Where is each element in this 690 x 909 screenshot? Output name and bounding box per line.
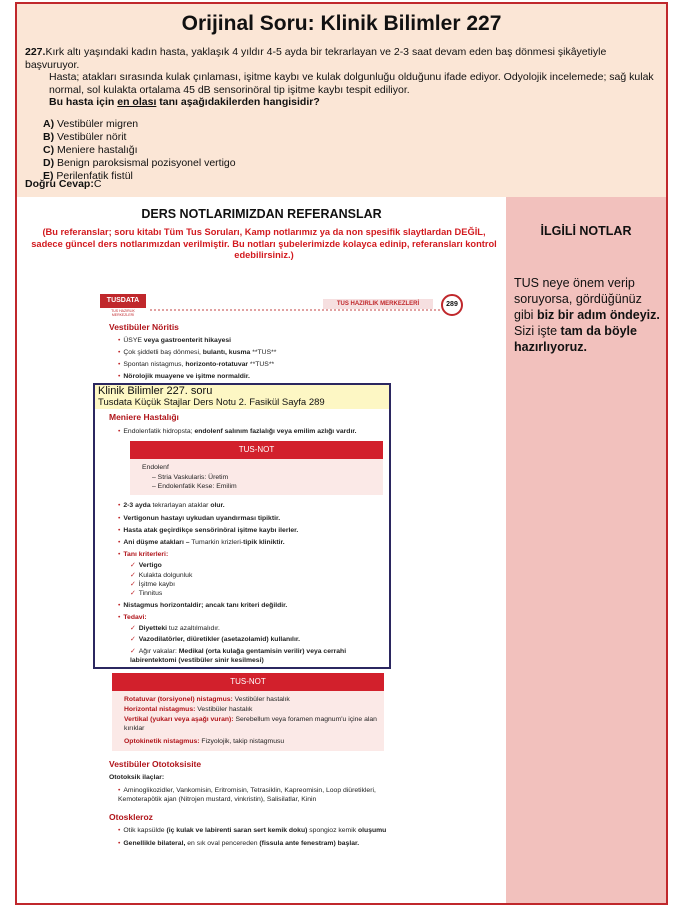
page-number: 289 (441, 294, 463, 316)
tus-note-line: Vertikal (yukarı veya aşağı vuran): Serebellum veya foramen magnum'u içine alan kırıklar (124, 716, 377, 732)
tus-note-bar: TUS-NOT (130, 441, 383, 459)
question-number: 227. (25, 46, 46, 58)
tus-note-line: Optokinetik nistagmus: Fizyolojik, takip nistagmusu (124, 738, 285, 745)
tus-note-bar: TUS-NOT (112, 673, 384, 691)
list-item: • Spontan nistagmus, horizonto-rotatuvar **TUS** (118, 361, 275, 368)
option-b: B) Vestibüler nörit (43, 130, 127, 143)
section-meniere: Meniere Hastalığı (109, 412, 179, 422)
side-notes-title: İLGİLİ NOTLAR (540, 224, 632, 238)
page-title: Orijinal Soru: Klinik Bilimler 227 (181, 12, 502, 35)
references-note: (Bu referanslar; soru kitabı Tüm Tus Soruları, Kamp notlarımız ya da non spesifik slaytlardan DEĞİL, sadece güncel ders notlarımızdan verilmiştir. Bu notları şubelerimizde kolayca edinip, referansları kontrol edebilirsiniz.) (31, 227, 497, 260)
header-label: TUS HAZIRLIK MERKEZLERİ (323, 299, 433, 309)
section-otosclerosis: Otoskleroz (109, 812, 153, 822)
section-vestibular-neuritis: Vestibüler Nöritis (109, 322, 179, 332)
question-text (25, 46, 655, 183)
list-item: • Aminoglikozidler, Vankomisin, Eritromisin, Tetrasiklin, Kapreomisin, Loop diüretikleri, Kemoterapötik ajan (Nitrojen mustard, vinkristin), Salisilatlar, Kinin (118, 787, 376, 803)
list-item: • Tanı kriterleri: (118, 551, 169, 558)
option-e: E) Perilenfatik fistül (43, 169, 133, 182)
subheading: Ototoksik ilaçlar: (109, 774, 165, 781)
list-item: • Otik kapsülde (iç kulak ve labirenti saran sert kemik doku) spongioz kemik oluşumu (118, 827, 387, 834)
emphasis-text: en olası (117, 96, 157, 108)
list-item: • Ani düşme atakları – Tumarkin krizleri-tipik kliniktir. (118, 539, 285, 546)
answer-options (25, 118, 655, 183)
side-notes-text: TUS neye önem verip soruyorsa, gördüğünüz gibi biz bir adım öndeyiz. Sizi işte tam da böyle hazırlıyoruz. (514, 276, 660, 354)
tus-note-line: – Stria Vaskularis: Üretim (152, 474, 229, 481)
tus-note-line: Horizontal nistagmus: Vestibüler hastalık (124, 706, 253, 713)
criteria-item: ✓ Kulakta dolgunluk (130, 572, 193, 579)
criteria-item: ✓ İşitme kaybı (130, 581, 175, 588)
references-title: DERS NOTLARIMIZDAN REFERANSLAR (141, 207, 382, 221)
question-line-3: normal, sol kulakta ortalama 45 dB sensorinöral tip işitme kaybı tespit ediliyor. (49, 83, 410, 96)
treatment-item: ✓ Vazodilatörler, diüretikler (asetazolamid) kullanılır. (130, 636, 300, 643)
correct-answer: Doğru Cevap:C (25, 178, 102, 190)
list-item: • Çok şiddetli baş dönmesi, bulantı, kusma **TUS** (118, 349, 277, 356)
reference-label-title: Klinik Bilimler 227. soru (98, 385, 213, 397)
question-line-2: Hasta; atakları sırasında kulak çınlaması, işitme kaybı ve kulak dolgunluğu olduğunu ifade ediyor. Odyolojik incelemede; sağ kulak (49, 71, 654, 83)
list-item: • ÜSYE veya gastroenterit hikayesi (118, 337, 232, 344)
tus-note-line: – Endolenfatik Kese: Emilim (152, 483, 237, 490)
section-vestibular-ototoxicity: Vestibüler Ototoksisite (109, 759, 202, 769)
question-line-1: Kırk altı yaşındaki kadın hasta, yaklaşık 4 yıldır 4-5 ayda bir tekrarlayan ve 2-3 saat devam eden baş dönmesi şikâyetiyle başvuruyor. (25, 46, 607, 71)
list-item: • 2-3 ayda tekrarlayan ataklar olur. (118, 502, 225, 509)
option-a: A) Vestibüler migren (43, 117, 139, 130)
option-c: C) Meniere hastalığı (43, 143, 138, 156)
list-item: • Nistagmus horizontaldir; ancak tanı kriteri değildir. (118, 602, 288, 609)
criteria-item: ✓ Tinnitus (130, 590, 163, 597)
option-d: D) Benign paroksismal pozisyonel vertigo (43, 156, 236, 169)
treatment-item: ✓ Diyetteki tuz azaltılmalıdır. (130, 625, 220, 632)
logo-subtitle: TUS HAZIRLIK MERKEZLERİ (111, 309, 135, 317)
list-item: • Hasta atak geçirdikçe sensörinöral işitme kaybı ilerler. (118, 527, 299, 534)
list-item: • Endolenfatik hidropsta; endolenf salınım fazlalığı veya emilim azlığı vardır. (118, 428, 357, 435)
tusdata-logo: TUSDATA (100, 294, 146, 308)
reference-highlight-box (93, 383, 391, 669)
criteria-item: ✓ Vertigo (130, 562, 162, 569)
treatment-item: ✓ Ağır vakalar: Medikal (orta kulağa gentamisin verilir) veya cerrahi labirentektomi (vestibüler sinir kesilmesi) (130, 648, 347, 664)
side-notes-panel (506, 197, 666, 903)
question-prompt: Bu hasta için en olası tanı aşağıdakilerden hangisidir? (49, 96, 320, 108)
question-section (17, 4, 666, 197)
list-item: • Genellikle bilateral, en sık oval pencereden (fissula ante fenestram) başlar. (118, 840, 360, 847)
list-item: • Nörolojik muayene ve işitme normaldir. (118, 373, 250, 380)
tus-note-line: Rotatuvar (torsiyonel) nistagmus: Vestibüler hastalık (124, 696, 290, 703)
tus-note-line: Endolenf (142, 464, 169, 471)
list-item: • Tedavi: (118, 614, 147, 621)
reference-label-source: Tusdata Küçük Stajlar Ders Notu 2. Fasikül Sayfa 289 (98, 397, 325, 408)
list-item: • Vertigonun hastayı uykudan uyandırması tipiktir. (118, 515, 281, 522)
